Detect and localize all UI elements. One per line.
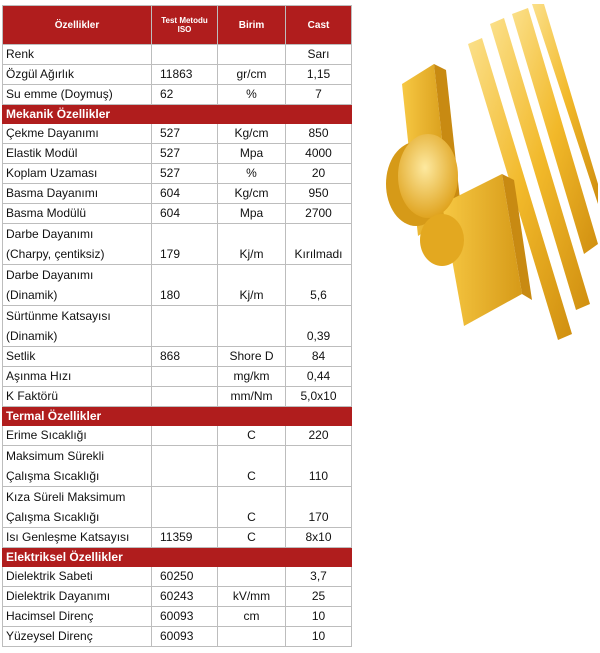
test-method bbox=[152, 487, 218, 528]
test-method bbox=[152, 446, 218, 487]
cast-value: 5,6 bbox=[286, 265, 352, 306]
unit: C bbox=[218, 446, 286, 487]
property-name: Aşınma Hızı bbox=[3, 367, 152, 387]
unit: % bbox=[218, 164, 286, 184]
unit: Mpa bbox=[218, 144, 286, 164]
table-row bbox=[3, 567, 352, 587]
cast-value: 84 bbox=[286, 347, 352, 367]
property-name: Isı Genleşme Katsayısı bbox=[3, 528, 152, 548]
test-method: 60093 bbox=[152, 627, 218, 647]
property-name-line2: (Charpy, çentiksiz) bbox=[6, 247, 105, 261]
table-row bbox=[3, 306, 352, 347]
unit: C bbox=[218, 528, 286, 548]
table-row bbox=[3, 124, 352, 144]
property-name: Erime Sıcaklığı bbox=[3, 426, 152, 446]
test-method: 527 bbox=[152, 164, 218, 184]
property-name bbox=[3, 446, 152, 487]
test-method bbox=[152, 387, 218, 407]
property-name bbox=[3, 487, 152, 528]
section-mechanical bbox=[3, 105, 352, 124]
table-row bbox=[3, 426, 352, 446]
cast-value: 850 bbox=[286, 124, 352, 144]
cast-value: 2700 bbox=[286, 204, 352, 224]
property-name: Elastik Modül bbox=[3, 144, 152, 164]
cast-value: 5,0x10 bbox=[286, 387, 352, 407]
property-name-line2: (Dinamik) bbox=[6, 288, 58, 302]
cast-value: 1,15 bbox=[286, 65, 352, 85]
test-method: 11863 bbox=[152, 65, 218, 85]
cast-value: 170 bbox=[286, 487, 352, 528]
property-name-line1: Sürtünme Katsayısı bbox=[6, 309, 111, 323]
test-method: 179 bbox=[152, 224, 218, 265]
unit: % bbox=[218, 85, 286, 105]
cast-value: 10 bbox=[286, 607, 352, 627]
unit: C bbox=[218, 487, 286, 528]
section-title: Termal Özellikler bbox=[3, 407, 152, 426]
property-name-line2: (Dinamik) bbox=[6, 329, 58, 343]
property-name: Özgül Ağırlık bbox=[3, 65, 152, 85]
test-method bbox=[152, 367, 218, 387]
unit: Mpa bbox=[218, 204, 286, 224]
cast-value: 4000 bbox=[286, 144, 352, 164]
property-name: Çekme Dayanımı bbox=[3, 124, 152, 144]
unit bbox=[218, 306, 286, 347]
table-row bbox=[3, 528, 352, 548]
property-name: Basma Dayanımı bbox=[3, 184, 152, 204]
test-method: 60243 bbox=[152, 587, 218, 607]
property-name: Dielektrik Dayanımı bbox=[3, 587, 152, 607]
property-name: K Faktörü bbox=[3, 387, 152, 407]
product-photo bbox=[372, 4, 598, 342]
properties-sheet bbox=[2, 5, 351, 647]
unit: mm/Nm bbox=[218, 387, 286, 407]
property-name bbox=[3, 265, 152, 306]
cast-value: 110 bbox=[286, 446, 352, 487]
cast-value: 25 bbox=[286, 587, 352, 607]
unit: Shore D bbox=[218, 347, 286, 367]
unit: Kg/cm bbox=[218, 184, 286, 204]
table-header-row bbox=[3, 6, 352, 45]
header-property: Özellikler bbox=[3, 6, 152, 45]
test-method: 868 bbox=[152, 347, 218, 367]
property-name-line1: Kıza Süreli Maksimum bbox=[6, 490, 126, 504]
table-row bbox=[3, 45, 352, 65]
test-method: 604 bbox=[152, 184, 218, 204]
cast-value: 7 bbox=[286, 85, 352, 105]
unit: Kj/m bbox=[218, 265, 286, 306]
test-method: 62 bbox=[152, 85, 218, 105]
cast-value: Sarı bbox=[286, 45, 352, 65]
unit: gr/cm bbox=[218, 65, 286, 85]
test-method bbox=[152, 426, 218, 446]
section-thermal bbox=[3, 407, 352, 426]
property-name: Yüzeysel Direnç bbox=[3, 627, 152, 647]
table-row bbox=[3, 607, 352, 627]
table-row bbox=[3, 347, 352, 367]
test-method: 604 bbox=[152, 204, 218, 224]
test-method bbox=[152, 45, 218, 65]
table-row bbox=[3, 627, 352, 647]
test-method: 60093 bbox=[152, 607, 218, 627]
table-row bbox=[3, 224, 352, 265]
property-name: Renk bbox=[3, 45, 152, 65]
property-name-line1: Maksimum Sürekli bbox=[6, 449, 105, 463]
property-name: Su emme (Doymuş) bbox=[3, 85, 152, 105]
unit: mg/km bbox=[218, 367, 286, 387]
table-row bbox=[3, 65, 352, 85]
section-title: Elektriksel Özellikler bbox=[3, 548, 152, 567]
unit: Kg/cm bbox=[218, 124, 286, 144]
property-name-line1: Darbe Dayanımı bbox=[6, 227, 94, 241]
table-row bbox=[3, 387, 352, 407]
table-row bbox=[3, 204, 352, 224]
property-name bbox=[3, 306, 152, 347]
cast-value: 950 bbox=[286, 184, 352, 204]
unit: C bbox=[218, 426, 286, 446]
property-name-line2: Çalışma Sıcaklığı bbox=[6, 469, 100, 483]
table-row bbox=[3, 587, 352, 607]
property-name-line1: Darbe Dayanımı bbox=[6, 268, 94, 282]
table-row bbox=[3, 265, 352, 306]
section-title: Mekanik Özellikler bbox=[3, 105, 152, 124]
table-row bbox=[3, 85, 352, 105]
table-row bbox=[3, 144, 352, 164]
unit: Kj/m bbox=[218, 224, 286, 265]
cast-value: 8x10 bbox=[286, 528, 352, 548]
table-row bbox=[3, 164, 352, 184]
table-row bbox=[3, 367, 352, 387]
unit bbox=[218, 627, 286, 647]
cast-value: 220 bbox=[286, 426, 352, 446]
test-method: 11359 bbox=[152, 528, 218, 548]
test-method: 60250 bbox=[152, 567, 218, 587]
cast-value: 3,7 bbox=[286, 567, 352, 587]
section-electrical bbox=[3, 548, 352, 567]
test-method: 527 bbox=[152, 144, 218, 164]
property-name: Koplam Uzaması bbox=[3, 164, 152, 184]
table-row bbox=[3, 446, 352, 487]
table-row bbox=[3, 487, 352, 528]
header-unit: Birim bbox=[218, 6, 286, 45]
property-name: Dielektrik Sabeti bbox=[3, 567, 152, 587]
unit: kV/mm bbox=[218, 587, 286, 607]
header-test-method: Test Metodu ISO bbox=[152, 6, 218, 45]
test-method bbox=[152, 306, 218, 347]
property-name bbox=[3, 224, 152, 265]
cast-value: 20 bbox=[286, 164, 352, 184]
unit: cm bbox=[218, 607, 286, 627]
table-row bbox=[3, 184, 352, 204]
property-name: Hacimsel Direnç bbox=[3, 607, 152, 627]
test-method: 180 bbox=[152, 265, 218, 306]
property-name: Setlik bbox=[3, 347, 152, 367]
cast-value: 0,39 bbox=[286, 306, 352, 347]
properties-table bbox=[2, 5, 352, 647]
property-name: Basma Modülü bbox=[3, 204, 152, 224]
unit bbox=[218, 45, 286, 65]
test-method: 527 bbox=[152, 124, 218, 144]
cast-value: Kırılmadı bbox=[286, 224, 352, 265]
property-name-line2: Çalışma Sıcaklığı bbox=[6, 510, 100, 524]
cast-value: 0,44 bbox=[286, 367, 352, 387]
header-cast: Cast bbox=[286, 6, 352, 45]
discs bbox=[386, 134, 464, 266]
cast-value: 10 bbox=[286, 627, 352, 647]
unit bbox=[218, 567, 286, 587]
